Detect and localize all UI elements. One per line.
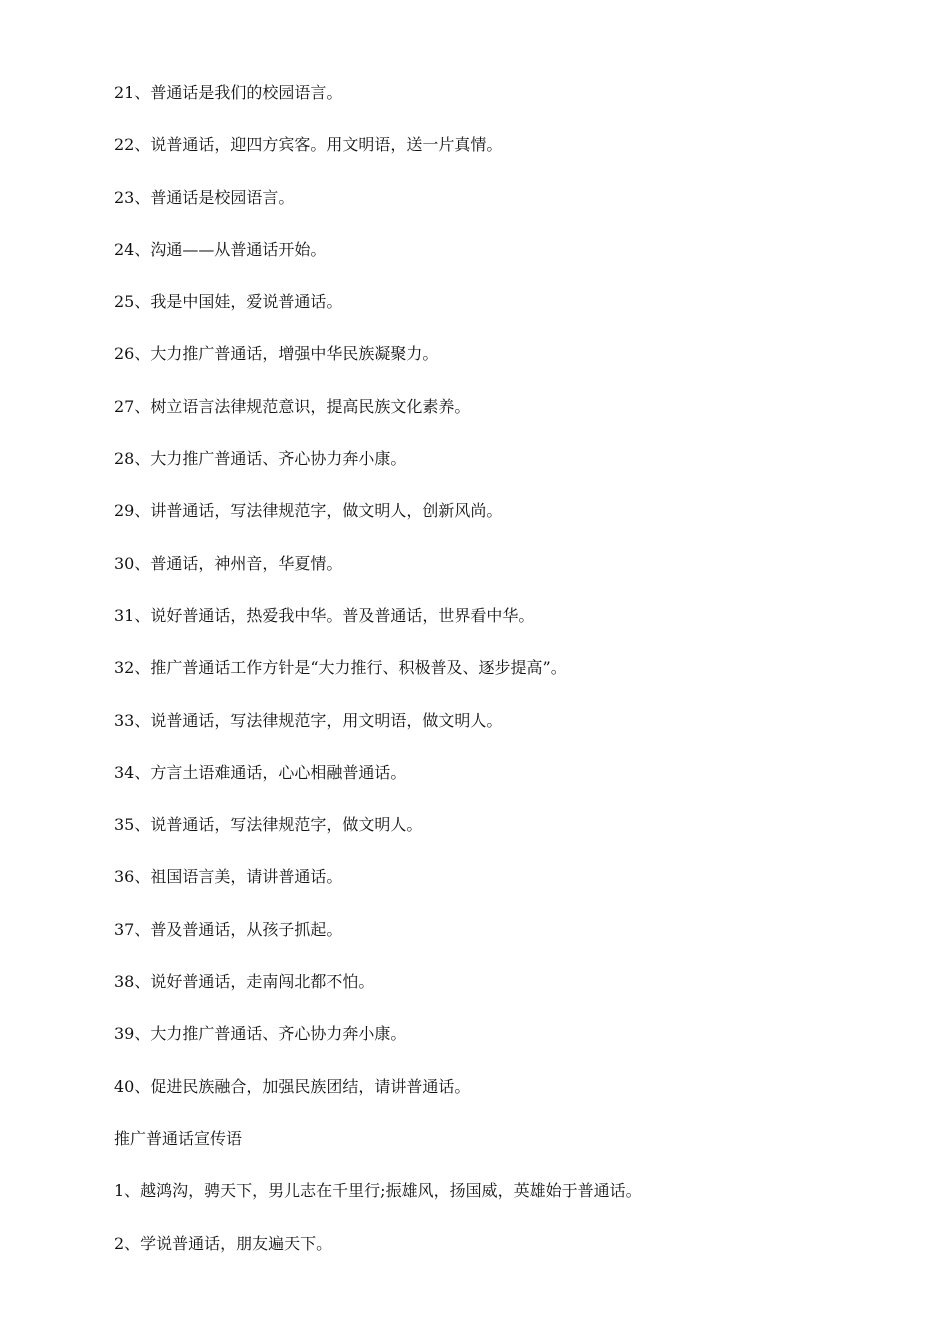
slogan-line-26: 26、大力推广普通话，增强中华民族凝聚力。 [114,344,439,364]
slogan-line-22: 22、说普通话，迎四方宾客。用文明语，送一片真情。 [114,135,503,155]
slogan-line-32: 32、推广普通话工作方针是“大力推行、积极普及、逐步提高”。 [114,658,567,678]
slogan-line-39: 39、大力推广普通话、齐心协力奔小康。 [114,1024,407,1044]
slogan-line-21: 21、普通话是我们的校园语言。 [114,83,343,102]
slogan-line-35: 35、说普通话，写法律规范字，做文明人。 [114,815,423,835]
slogan-line-34: 34、方言土语难通话，心心相融普通话。 [114,762,407,782]
slogan-line-36: 36、祖国语言美，请讲普通话。 [114,867,343,887]
slogan-line-24: 24、沟通——从普通话开始。 [114,239,327,259]
slogan-line-38: 38、说好普通话，走南闯北都不怕。 [114,972,375,992]
section-heading: 推广普通话宣传语 [114,1128,243,1148]
slogan-line-33: 33、说普通话，写法律规范字，用文明语，做文明人。 [114,710,503,730]
slogan-line-2: 2、学说普通话，朋友遍天下。 [114,1233,333,1253]
slogan-line-37: 37、普及普通话，从孩子抓起。 [114,919,343,939]
slogan-line-25: 25、我是中国娃，爱说普通话。 [114,292,343,312]
slogan-line-29: 29、讲普通话，写法律规范字，做文明人，创新风尚。 [114,501,503,521]
slogan-line-40: 40、促进民族融合，加强民族团结，请讲普通话。 [114,1076,471,1096]
slogan-line-27: 27、树立语言法律规范意识，提高民族文化素养。 [114,396,471,416]
slogan-line-31: 31、说好普通话，热爱我中华。普及普通话，世界看中华。 [114,605,535,625]
slogan-line-1: 1、越鸿沟，骋天下，男儿志在千里行;振雄风，扬国威，英雄始于普通话。 [114,1181,642,1201]
slogan-line-23: 23、普通话是校园语言。 [114,187,295,207]
slogan-list [114,80,914,1283]
slogan-line-30: 30、普通话，神州音，华夏情。 [114,553,343,573]
slogan-line-28: 28、大力推广普通话、齐心协力奔小康。 [114,449,407,469]
